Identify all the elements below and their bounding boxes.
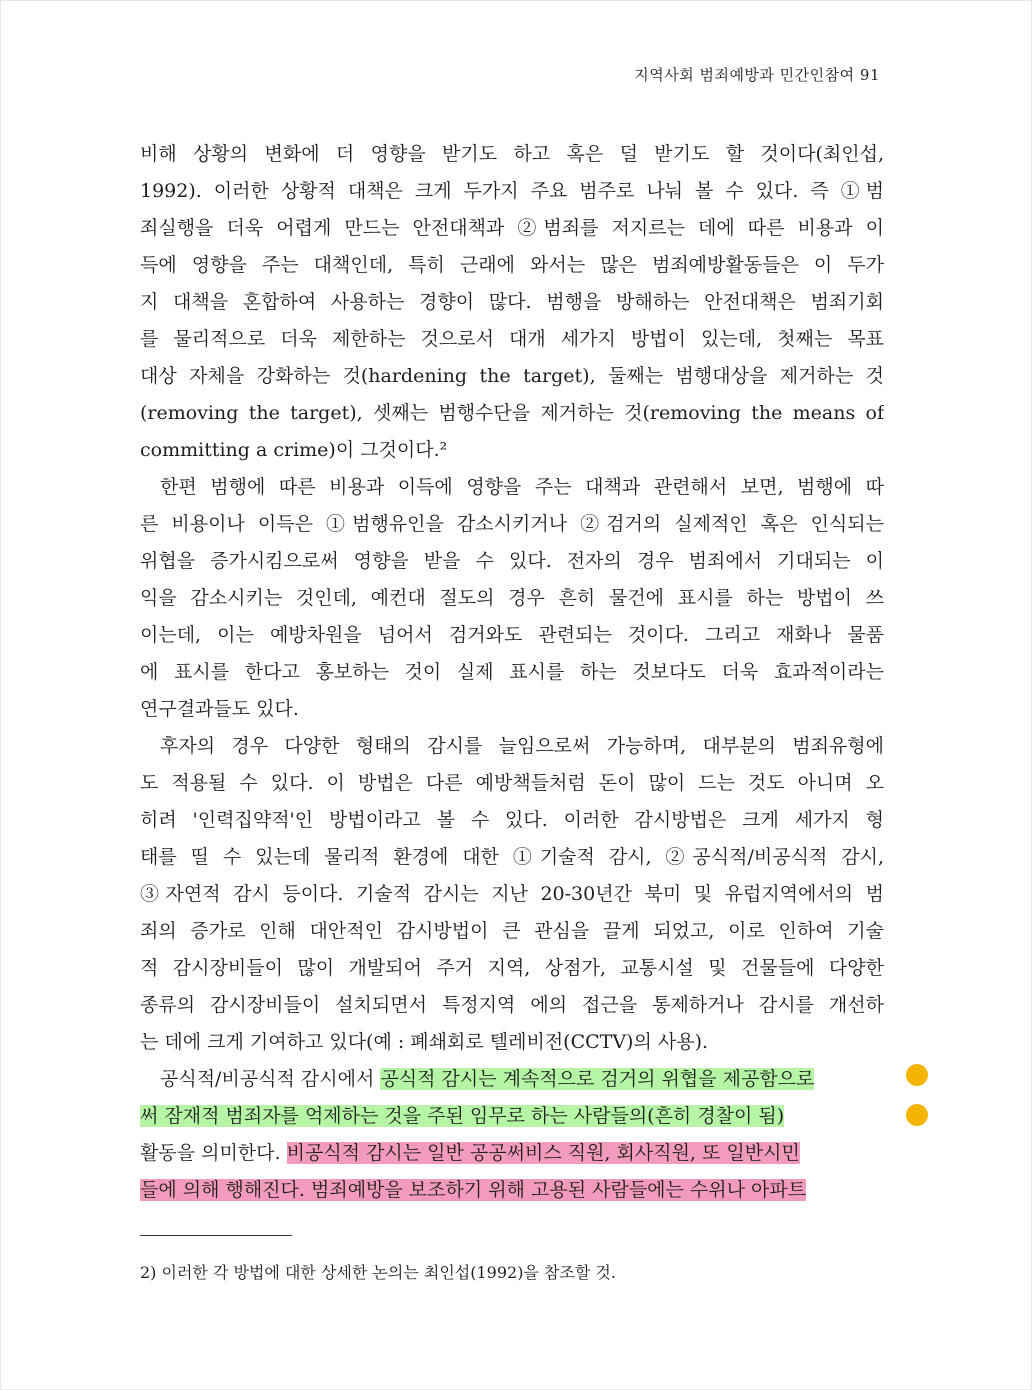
text-line: ③자연적 감시 등이다. 기술적 감시는 지난 20-30년간 북미 및 유럽지역에서의 범 — [140, 883, 884, 905]
text-line: 연구결과들도 있다. — [140, 698, 299, 720]
text-line: 이는데, 이는 예방차원을 넘어서 검거와도 관련되는 것이다. 그리고 재화나 물품 — [140, 624, 884, 646]
text-line-highlighted — [140, 1172, 884, 1209]
text-line: 죄실행을 더욱 어렵게 만드는 안전대책과 ②범죄를 저지르는 데에 따른 비용과 이 — [140, 217, 884, 239]
text-line-highlighted — [140, 1098, 884, 1135]
text-line: 종류의 감시장비들이 설치되면서 특정지역 에의 접근을 통제하거나 감시를 개선하 — [140, 994, 884, 1016]
text-line: 른 비용이나 이득은 ①범행유인을 감소시키거나 ②검거의 실제적인 혹은 인식되는 — [140, 513, 884, 535]
text-line: 지 대책을 혼합하여 사용하는 경향이 많다. 범행을 방해하는 안전대책은 범죄기회 — [140, 291, 884, 313]
text-line: 1992). 이러한 상황적 대책은 크게 두가지 주요 범주로 나눠 볼 수 있다. 즉 ①범 — [140, 180, 884, 202]
text-line: 비해 상황의 변화에 더 영향을 받기도 하고 혹은 덜 받기도 할 것이다(최인섭, — [140, 143, 884, 165]
text-line: 대상 자체을 강화하는 것(hardening the target), 둘째는 범행대상을 제거하는 것 — [140, 365, 884, 387]
plain-text: 공식적/비공식적 감시에서 — [160, 1068, 381, 1090]
text-line: (removing the target), 셋째는 범행수단을 제거하는 것(removing the means of — [140, 402, 884, 424]
annotation-marker-icon[interactable] — [906, 1104, 928, 1126]
text-line: 한편 범행에 따른 비용과 이득에 영향을 주는 대책과 관련해서 보면, 범행에 따 — [160, 476, 884, 498]
text-line: 는 데에 크게 기여하고 있다(예 : 폐쇄회로 텔레비전(CCTV)의 사용). — [140, 1031, 709, 1053]
text-line: 에 표시를 한다고 홍보하는 것이 실제 표시를 하는 것보다도 더욱 효과적이라는 — [140, 661, 884, 683]
text-line: 히려 '인력집약적'인 방법이라고 볼 수 있다. 이러한 감시방법은 크게 세가지 형 — [140, 809, 884, 831]
text-line: committing a crime)이 그것이다.² — [140, 439, 448, 461]
footnote-divider — [140, 1235, 292, 1236]
running-header: 지역사회 범죄예방과 민간인참여 91 — [634, 66, 880, 84]
text-line: 도 적용될 수 있다. 이 방법은 다른 예방책들처럼 돈이 많이 드는 것도 아니며 오 — [140, 772, 884, 794]
green-highlight: 공식적 감시는 계속적으로 검거의 위협을 제공함으로 — [380, 1068, 815, 1090]
text-line: 위협을 증가시킴으로써 영향을 받을 수 있다. 전자의 경우 범죄에서 기대되는 이 — [140, 550, 884, 572]
text-line: 적 감시장비들이 많이 개발되어 주거 지역, 상점가, 교통시설 및 건물들에 다양한 — [140, 957, 884, 979]
text-line: 를 물리적으로 더욱 제한하는 것으로서 대개 세가지 방법이 있는데, 첫째는 목표 — [140, 328, 884, 350]
annotation-marker-icon[interactable] — [906, 1064, 928, 1086]
pink-highlight: 들에 의해 행해진다. 범죄예방을 보조하기 위해 고용된 사람들에는 수위나 아파트 — [140, 1179, 807, 1201]
text-line: 후자의 경우 다양한 형태의 감시를 늘임으로써 가능하며, 대부분의 범죄유형에 — [160, 735, 884, 757]
pink-highlight: 비공식적 감시는 일반 공공써비스 직원, 회사직원, 또 일반시민 — [286, 1142, 800, 1164]
text-line-highlighted — [160, 1061, 884, 1098]
footnote: 2) 이러한 각 방법에 대한 상세한 논의는 최인섭(1992)을 참조할 것. — [140, 1263, 616, 1282]
plain-text: 활동을 의미한다. — [140, 1142, 287, 1164]
text-line-highlighted — [140, 1135, 884, 1172]
text-line: 득에 영향을 주는 대책인데, 특히 근래에 와서는 많은 범죄예방활동들은 이 두가 — [140, 254, 884, 276]
text-line: 죄의 증가로 인해 대안적인 감시방법이 큰 관심을 끌게 되었고, 이로 인하여 기술 — [140, 920, 884, 942]
green-highlight: 써 잠재적 범죄자를 억제하는 것을 주된 임무로 하는 사람들의(흔히 경찰이 됨) — [140, 1105, 785, 1127]
text-line: 태를 띨 수 있는데 물리적 환경에 대한 ①기술적 감시, ②공식적/비공식적 감시, — [140, 846, 884, 868]
text-line: 익을 감소시키는 것인데, 예컨대 절도의 경우 흔히 물건에 표시를 하는 방법이 쓰 — [140, 587, 884, 609]
